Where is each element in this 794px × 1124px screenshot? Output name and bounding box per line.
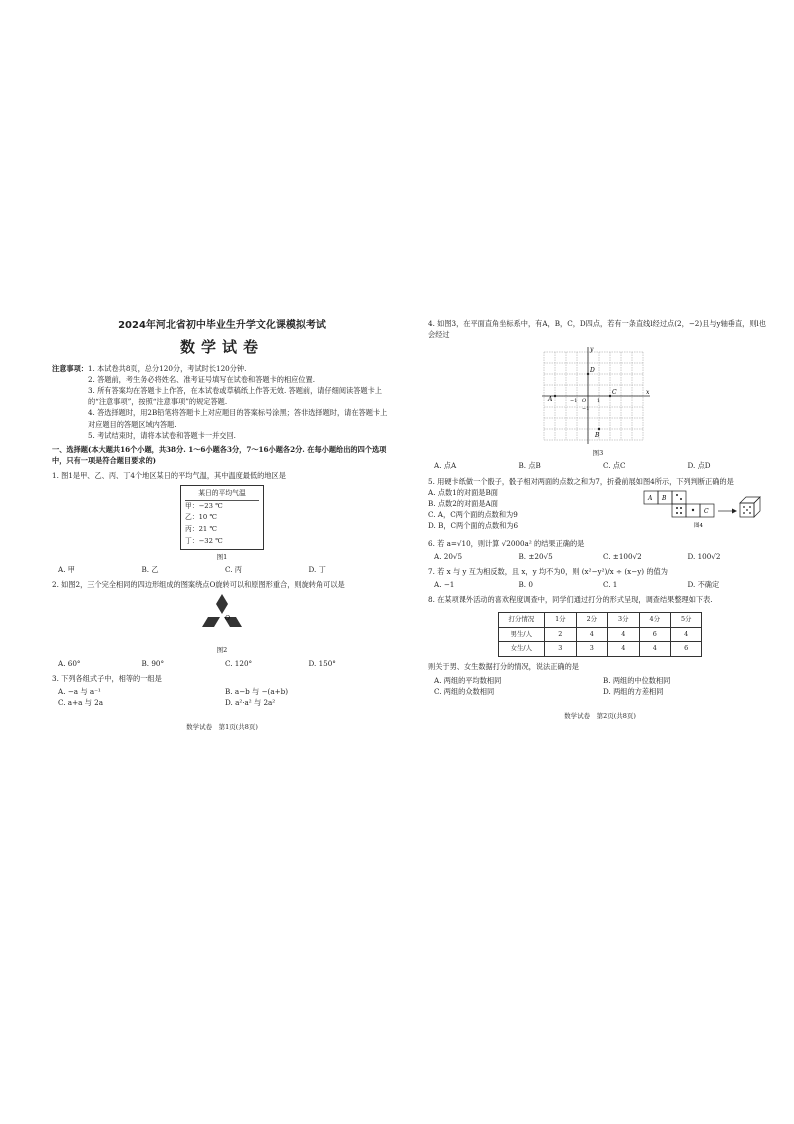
- option-d: D. 100√2: [687, 552, 721, 561]
- net-label-c: C: [704, 507, 709, 515]
- option-b: B. 点B: [518, 461, 541, 471]
- option-b: B. 两组的中位数相同: [603, 675, 671, 685]
- option-a: A. 20√5: [434, 552, 463, 561]
- exam-title: 2024年河北省初中毕业生升学文化课模拟考试: [118, 320, 326, 331]
- option-b: B. ±20√5: [518, 552, 553, 561]
- question-stem: 1. 图1是甲、乙、丙、丁4个地区某日的平均气温，其中温度最低的地区是: [52, 471, 286, 481]
- table-cell: 6: [639, 627, 670, 642]
- question-2: [52, 579, 392, 668]
- quad-top: [216, 594, 228, 614]
- question-6: [428, 538, 772, 562]
- option-d: D. B，C两个面的点数和为6: [428, 521, 519, 531]
- option-b: B. 0: [518, 580, 533, 590]
- question-3: [52, 673, 392, 708]
- origin-label: O: [582, 398, 587, 405]
- table-header-row: [498, 612, 702, 627]
- question-1: [52, 470, 392, 575]
- option-d: D. 点D: [687, 461, 711, 471]
- table-header-cell: 5分: [670, 612, 701, 627]
- table-header-cell: 1分: [545, 612, 576, 627]
- option-d: D. 丁: [308, 565, 326, 575]
- option-a: A. 甲: [58, 565, 75, 575]
- page-footer: 数学试卷 第2页(共8页): [564, 711, 636, 720]
- section-heading: 一、选择题(本大题共16个小题，共38分. 1～6小题各3分，7～16小题各2分. 在每小题给出的四个选项中，只有一项是符合题目要求的): [52, 444, 387, 465]
- x-axis-label: x: [646, 389, 650, 397]
- table-row: [498, 627, 702, 642]
- notice-block: [52, 363, 392, 441]
- options-row: [434, 579, 772, 590]
- table-cell: 3: [576, 642, 607, 657]
- point-a-label: A: [548, 396, 553, 404]
- question-stem: 3. 下列各组式子中，相等的一组是: [52, 673, 162, 683]
- table-cell: 4: [608, 642, 639, 657]
- point-c-label: C: [612, 389, 617, 397]
- y-axis-label: y: [590, 346, 594, 354]
- options-row: [434, 460, 772, 471]
- question-8: [428, 594, 772, 696]
- tick-label: −1: [570, 398, 578, 405]
- table-cell: 4: [639, 642, 670, 657]
- option-b: B. a−b 与 −(a+b): [225, 686, 289, 696]
- figure-caption: 图1: [216, 553, 228, 562]
- option-a: A. 点数1的对面是B面: [428, 487, 498, 497]
- net-label-b: B: [662, 494, 667, 502]
- question-stem: 8. 在某项课外活动的喜欢程度调查中，同学们通过打分的形式呈现，调查结果整理如下表.: [428, 595, 713, 605]
- option-c: C. 两组的众数相同: [434, 686, 495, 696]
- options-row: [58, 658, 392, 669]
- option-c: C. 120°: [225, 658, 253, 668]
- table-cell: 4: [608, 627, 639, 642]
- table-cell: 6: [670, 642, 701, 657]
- option-b: B. 乙: [141, 565, 159, 575]
- coordinate-grid-figure: [542, 344, 654, 448]
- table-header-cell: 2分: [576, 612, 607, 627]
- point-o-label: O: [225, 615, 230, 623]
- option-b: B. 90°: [141, 658, 165, 668]
- table-cell: 3: [545, 642, 576, 657]
- option-a: A. −1: [434, 580, 455, 590]
- point-d-label: D: [590, 367, 595, 375]
- figure-4: [642, 487, 766, 534]
- net-label-a: A: [648, 494, 653, 502]
- temperature-row: 甲：−23 ℃: [185, 501, 223, 510]
- figure-2: [52, 590, 392, 645]
- temperature-box-title: 某日的平均气温: [185, 488, 259, 501]
- temperature-row: 丙：21 ℃: [185, 524, 218, 533]
- temperature-row: 丁：−32 ℃: [185, 536, 223, 545]
- option-c: C. 1: [603, 580, 618, 590]
- rotation-pattern-figure: [192, 590, 252, 642]
- table-header-cell: 打分情况: [498, 612, 545, 627]
- option-c: C. ±100√2: [603, 552, 642, 561]
- option-d: D. a²·a² 与 2a²: [225, 698, 276, 708]
- options-row: [58, 564, 392, 575]
- figure-3: [542, 344, 772, 458]
- temperature-box: [180, 485, 264, 550]
- point-b-label: B: [595, 432, 600, 440]
- option-a: A. −a 与 a⁻¹: [58, 686, 101, 696]
- question-subtext: 则关于男、女生数据打分的情况，说法正确的是: [428, 662, 579, 672]
- notice-item: 1. 本试卷共8页，总分120分，考试时长120分钟.: [87, 363, 247, 373]
- tick-label: −1: [582, 406, 590, 413]
- notice-label: 注意事项：: [52, 363, 88, 373]
- table-cell: 男生/人: [498, 627, 545, 642]
- figure-caption: 图3: [592, 449, 604, 458]
- figure-caption: 图2: [216, 646, 228, 655]
- option-c: C. A，C两个面的点数和为9: [428, 510, 518, 519]
- table-row: [498, 642, 702, 657]
- option-c: C. 点C: [603, 461, 626, 471]
- notice-item: 4. 答选择题时，用2B铅笔将答题卡上对应题目的答案标号涂黑；答非选择题时，请在答题卡上对应题目的答题区域内答题.: [87, 408, 388, 429]
- table-cell: 女生/人: [498, 642, 545, 657]
- table-header-cell: 4分: [639, 612, 670, 627]
- quad-left: [202, 617, 220, 627]
- option-c: C. 丙: [225, 565, 242, 575]
- figure-caption: 图4: [694, 522, 703, 529]
- question-4: [428, 318, 772, 472]
- right-page: [428, 318, 772, 721]
- option-a: A. 60°: [58, 658, 81, 668]
- notice-item: 2. 答题前，考生务必将姓名、准考证号填写在试卷和答题卡的相应位置.: [87, 374, 316, 384]
- notice-item: 3. 所有答案均在答题卡上作答，在本试卷或草稿纸上作答无效. 答题前，请仔细阅读答题卡上的“注意事项”，按照“注意事项”的规定答题.: [87, 386, 382, 407]
- options-grid: [434, 675, 772, 697]
- option-a: A. 点A: [434, 461, 457, 471]
- option-d: D. 不确定: [687, 580, 720, 590]
- option-c: C. a+a 与 2a: [58, 698, 104, 708]
- question-stem: 2. 如图2，三个完全相同的四边形组成的图案绕点O旋转可以和原图形重合，则旋转角可以是: [52, 580, 345, 590]
- options-row: [434, 551, 772, 562]
- dice-net-figure: [642, 487, 766, 531]
- question-stem: 4. 如图3，在平面直角坐标系中，有A，B，C，D四点，若有一条直线l经过点(2，−2)且与y轴垂直，则l也会经过: [428, 319, 767, 340]
- question-7: [428, 566, 772, 590]
- subject-title: 数学试卷: [179, 337, 264, 356]
- left-page: [52, 318, 392, 732]
- page-footer: 数学试卷 第1页(共8页): [186, 723, 258, 732]
- temperature-row: 乙：10 ℃: [185, 513, 218, 522]
- options-grid: [58, 686, 392, 708]
- option-d: D. 150°: [308, 658, 336, 668]
- notice-item: 5. 考试结束时，请将本试卷和答题卡一并交回.: [87, 430, 236, 440]
- question-stem: 5. 用硬卡纸做一个骰子，骰子相对两面的点数之和为7，折叠前展如图4所示，下列判断正确的是: [428, 476, 734, 486]
- score-table: [498, 612, 703, 658]
- question-5: [428, 476, 772, 534]
- table-cell: 2: [545, 627, 576, 642]
- option-a: A. 两组的平均数相同: [434, 675, 502, 685]
- question-stem: 6. 若 a=√10，则计算 √2000a² 的结果正确的是: [428, 538, 585, 548]
- table-cell: 4: [670, 627, 701, 642]
- option-b: B. 点数2的对面是A面: [428, 498, 498, 508]
- tick-label: 1: [597, 398, 601, 405]
- table-cell: 4: [576, 627, 607, 642]
- option-d: D. 两组的方差相同: [603, 686, 664, 696]
- table-header-cell: 3分: [608, 612, 639, 627]
- question-stem: 7. 若 x 与 y 互为相反数，且 x，y 均不为0，则 (x²−y²)/x ÷ (x−y) 的值为: [428, 567, 668, 577]
